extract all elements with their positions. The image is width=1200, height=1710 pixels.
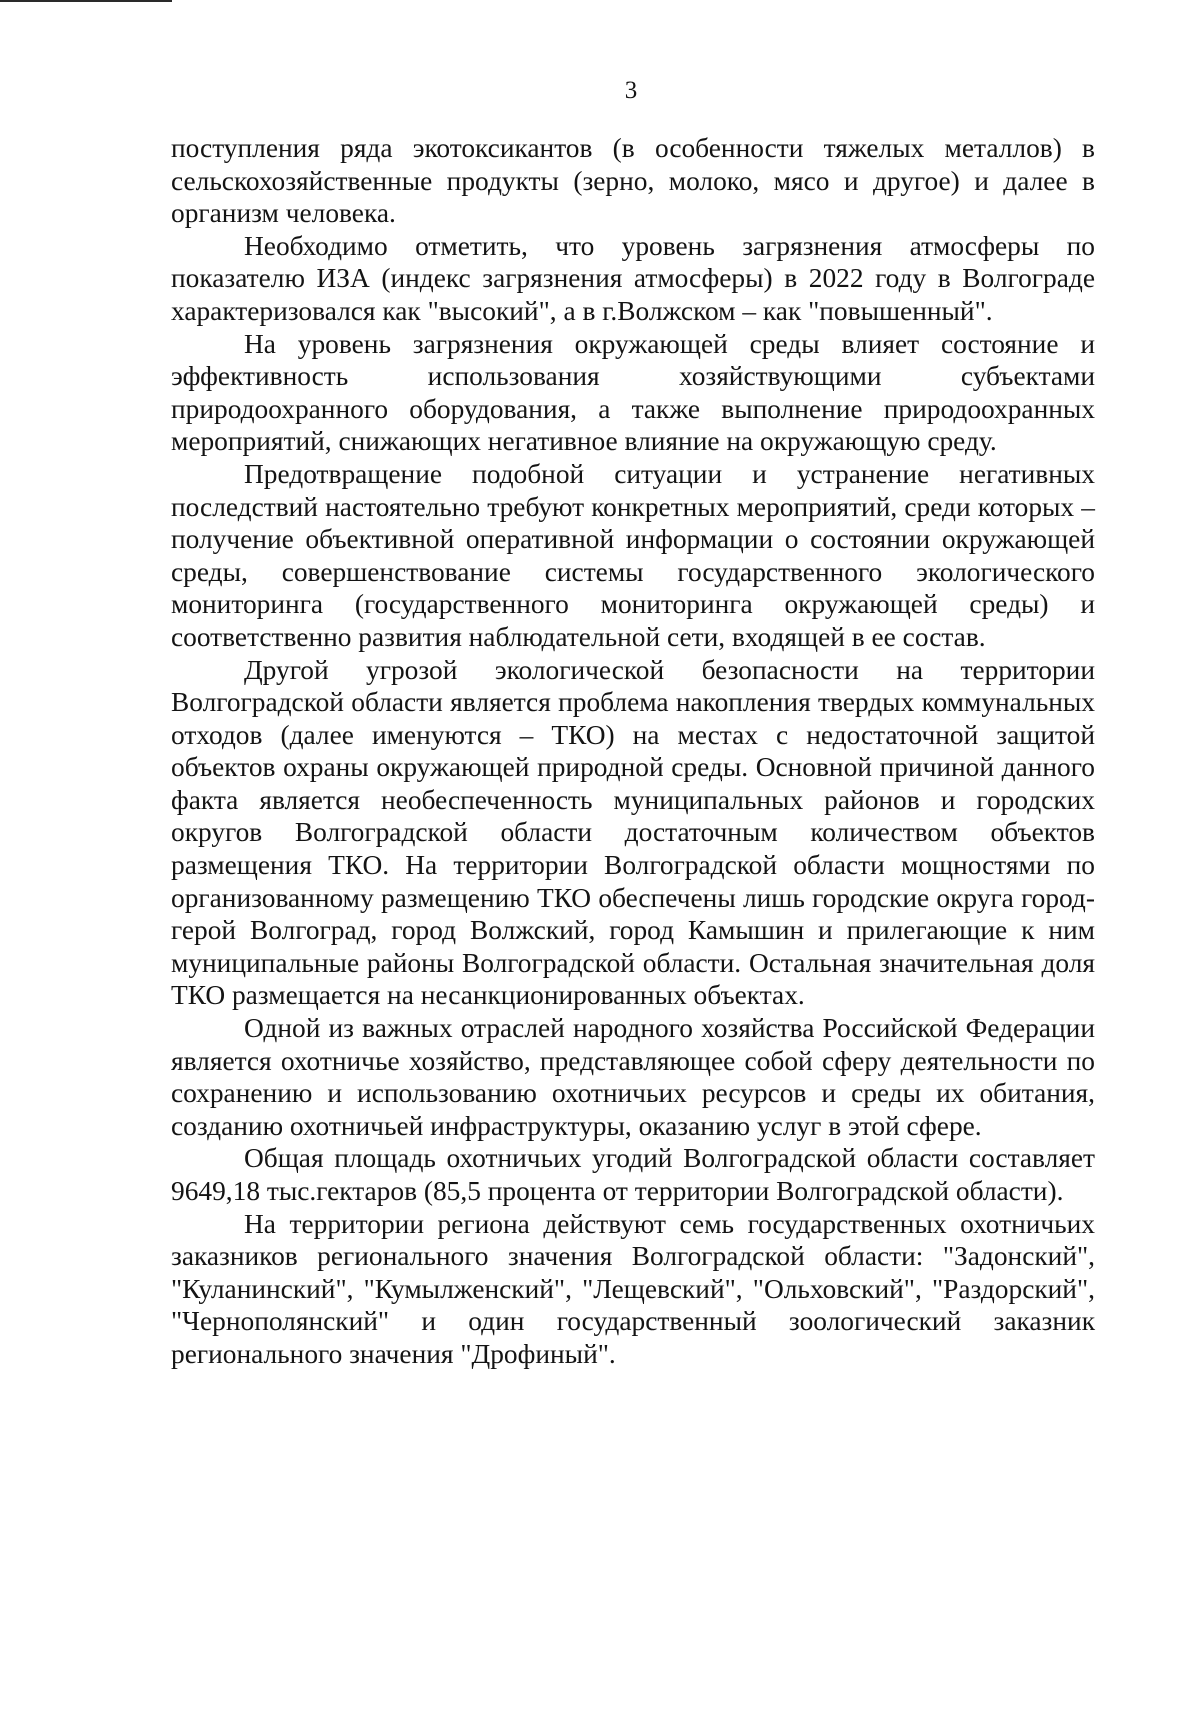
paragraph-air-pollution: Необходимо отметить, что уровень загрязнения атмосферы по показателю ИЗА (индекс загрязнения атмосферы) в 2022 году в Волгограде характеризовался как "высокий", а в г.Волжском – как "повышенный". xyxy=(171,230,1095,326)
paragraph-reserves: На территории региона действуют семь государственных охотничьих заказников регионального значения Волгоградской области: "Задонский", "Куланинский", "Кумылженский", "Лещевский", "Ольховский", "Раздорский", "Чернополянский" и один государственный зоологический заказник регионального значения "Дрофиный". xyxy=(171,1208,1095,1369)
paragraph-hunting-economy: Одной из важных отраслей народного хозяйства Российской Федерации является охотничье хозяйство, представляющее собой сферу деятельности по сохранению и использованию охотничьих ресурсов и среды их обитания, созданию охотничьей инфраструктуры, оказанию услуг в этой сфере. xyxy=(171,1013,1095,1141)
corner-scan-rule xyxy=(0,0,172,2)
paragraph-waste: Другой угрозой экологической безопасности на территории Волгоградской области является проблема накопления твердых коммунальных отходов (далее именуются – ТКО) на местах с недостаточной защитой объектов охраны окружающей природной среды. Основной причиной данного факта является необеспеченность муниципальных районов и городских округов Волгоградской области достаточным количеством объектов размещения ТКО. На территории Волгоградской области мощностями по организованному размещению ТКО обеспечены лишь городские округа город-герой Волгоград, город Волжский, город Камышин и прилегающие к ним муниципальные районы Волгоградской области. Остальная значительная доля ТКО размещается на несанкционированных объектах. xyxy=(171,654,1095,1011)
paragraph-hunting-area: Общая площадь охотничьих угодий Волгоградской области составляет 9649,18 тыс.гектаров (85,5 процента от территории Волгоградской области). xyxy=(171,1143,1095,1206)
document-body xyxy=(171,132,1095,1371)
page-number: 3 xyxy=(624,77,638,104)
paragraph-continuation: поступления ряда экотоксикантов (в особенности тяжелых металлов) в сельскохозяйственные продукты (зерно, молоко, мясо и другое) и далее в организм человека. xyxy=(171,133,1095,229)
paragraph-monitoring: Предотвращение подобной ситуации и устранение негативных последствий настоятельно требуют конкретных мероприятий, среди которых – получение объективной оперативной информации о состоянии окружающей среды, совершенствование системы государственного экологического мониторинга (государственного мониторинга окружающей среды) и соответственно развития наблюдательной сети, входящей в ее состав. xyxy=(171,458,1095,652)
paragraph-environment-equipment: На уровень загрязнения окружающей среды влияет состояние и эффективность использования хозяйствующими субъектами природоохранного оборудования, а также выполнение природоохранных мероприятий, снижающих негативное влияние на окружающую среду. xyxy=(171,328,1095,457)
